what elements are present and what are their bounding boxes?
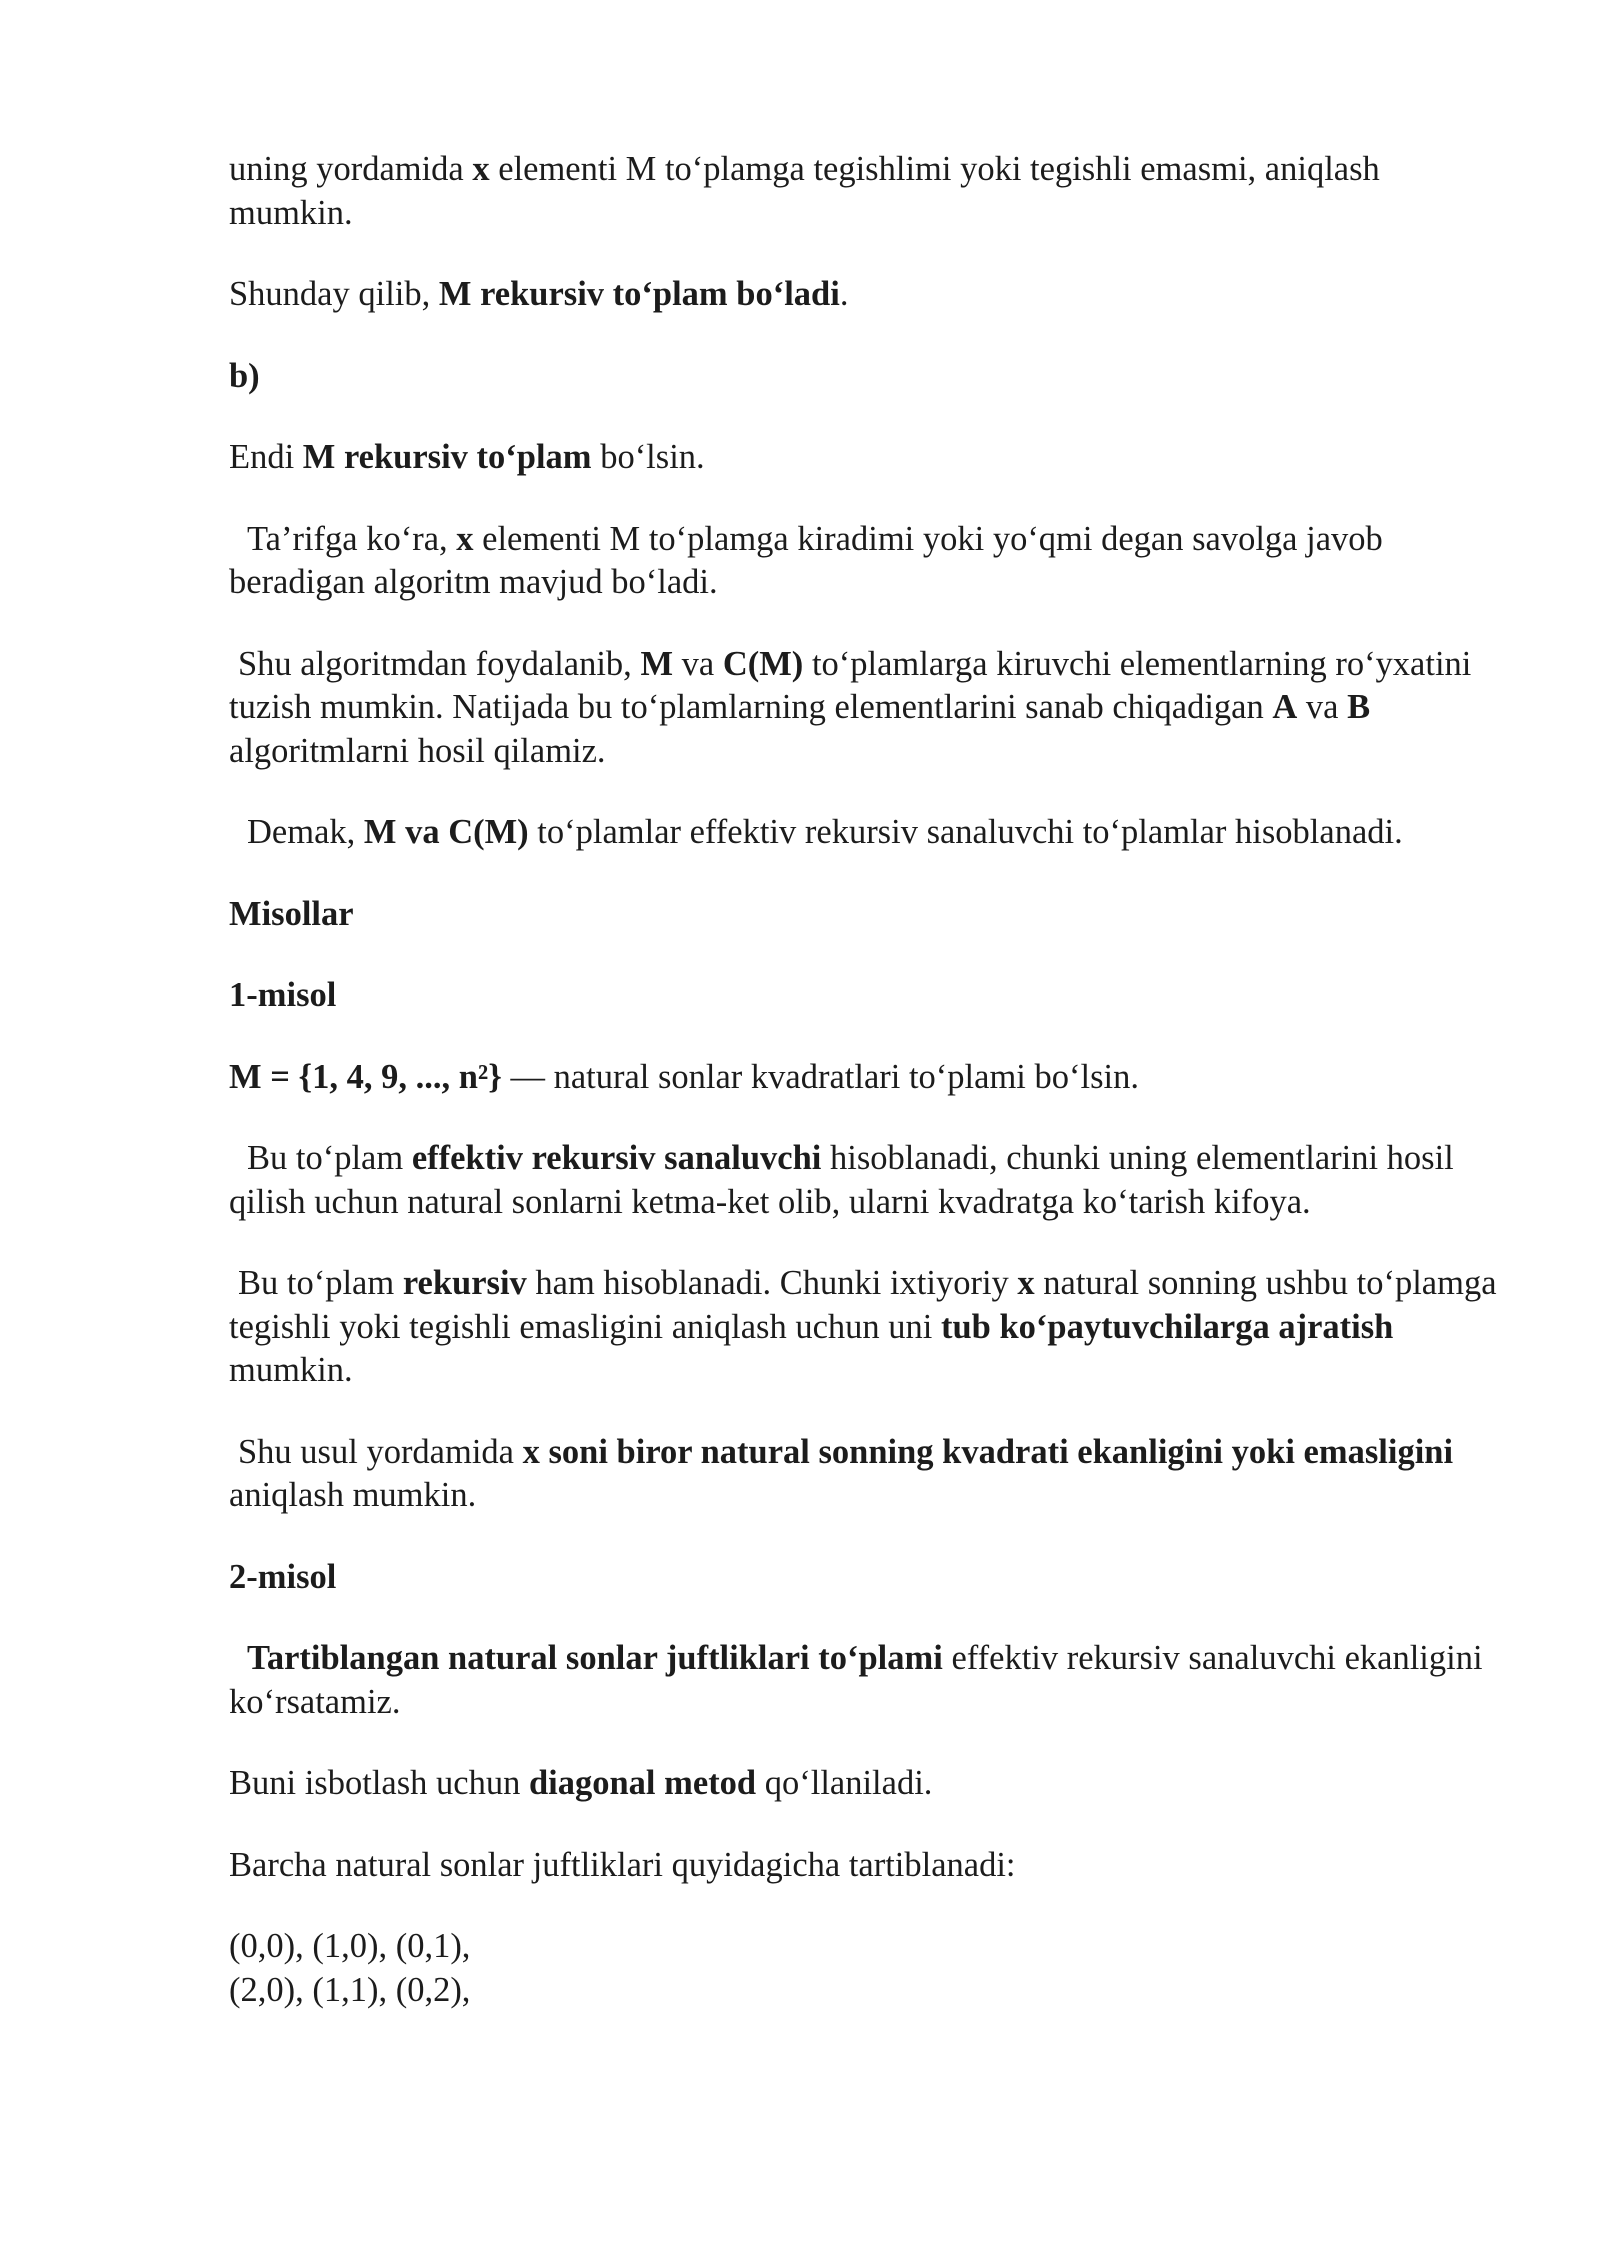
paragraph-p5 — [229, 518, 1509, 605]
paragraph-p17 — [229, 1844, 1509, 1888]
paragraph-p15 — [229, 1637, 1509, 1724]
paragraph-p1 — [229, 148, 1509, 235]
bold-text: Misollar — [229, 894, 354, 933]
bold-text: 2-misol — [229, 1557, 337, 1596]
text-run: Ta’rifga ko‘ra, — [247, 519, 457, 558]
bold-text: M va C(M) — [363, 813, 529, 851]
paragraph-p7 — [229, 811, 1509, 855]
bold-text: 1-misol — [229, 976, 337, 1014]
text-run: to‘plamlarga kiruvchi elementlarning ro‘yxatini tuzish mumkin. Natijada bu to‘plamlarning elementlarini sanab chiqadigan — [229, 644, 1472, 726]
paragraph-p4 — [229, 436, 1509, 480]
bold-text: x — [456, 519, 474, 558]
text-run: natural sonning ushbu to‘plamga tegishli yoki tegishli emasligini aniqlash uchun uni — [229, 1264, 1497, 1346]
text-run: va — [1297, 688, 1348, 726]
text-run: mumkin. — [229, 1351, 353, 1389]
text-run: Barcha natural sonlar juftliklari quyidagicha tartiblanadi: — [229, 1845, 1016, 1884]
bold-text: diagonal metod — [528, 1764, 757, 1802]
bold-text: M = {1, 4, 9, ..., n²} — [229, 1057, 502, 1096]
paragraph-p2 — [229, 273, 1509, 317]
document-page — [229, 148, 1509, 2012]
text-run: Bu to‘plam — [247, 1139, 412, 1177]
bold-text: x — [1017, 1264, 1035, 1302]
text-run: Demak, — [247, 813, 364, 851]
text-run: Shunday qilib, — [229, 275, 439, 313]
paragraph-p10 — [229, 1056, 1509, 1100]
paragraph-p18 — [229, 1925, 1509, 2012]
text-run: ham hisoblanadi. Chunki ixtiyoriy — [526, 1264, 1018, 1302]
bold-text: effektiv rekursiv sanaluvchi — [411, 1139, 822, 1177]
bold-text: M rekursiv to‘plam — [302, 438, 592, 476]
pair-line: (0,0), (1,0), (0,1), — [229, 1927, 471, 1965]
text-run: uning yordamida — [229, 150, 473, 188]
bold-text: tub ko‘paytuvchilarga ajratish — [940, 1307, 1394, 1346]
text-run: Bu to‘plam — [238, 1264, 403, 1302]
paragraph-p9 — [229, 974, 1509, 1018]
bold-text: x soni biror natural sonning kvadrati ekanligini yoki emasligini — [522, 1432, 1454, 1471]
text-run: Buni isbotlash uchun — [229, 1764, 529, 1802]
text-run: hisoblanadi, chunki uning elementlarini hosil qilish uchun natural sonlarni ketma-ket olib, ularni kvadratga ko‘tarish kifoya. — [229, 1139, 1454, 1221]
text-run: elementi M to‘plamga kiradimi yoki yo‘qmi degan savolga javob beradigan algoritm mavjud bo‘ladi. — [229, 519, 1383, 601]
paragraph-p6 — [229, 643, 1509, 774]
paragraph-p14 — [229, 1556, 1509, 1600]
paragraph-p16 — [229, 1762, 1509, 1806]
bold-text: b) — [229, 356, 260, 395]
text-run: algoritmlarni hosil qilamiz. — [229, 731, 606, 770]
text-run: — natural sonlar kvadratlari to‘plami bo‘lsin. — [501, 1057, 1139, 1096]
text-run: Shu usul yordamida — [238, 1432, 523, 1471]
paragraph-p12 — [229, 1262, 1509, 1393]
paragraph-p13 — [229, 1431, 1509, 1518]
paragraph-p11 — [229, 1137, 1509, 1224]
text-run: Shu algoritmdan foydalanib, — [238, 644, 641, 683]
text-run: Endi — [229, 438, 303, 476]
bold-text: C(M) — [722, 644, 804, 683]
text-run: . — [839, 275, 849, 313]
bold-text: Tartiblangan natural sonlar juftliklari to‘plami — [247, 1639, 943, 1677]
bold-text: A — [1272, 688, 1298, 726]
text-run: qo‘llaniladi. — [756, 1764, 933, 1802]
text-run: va — [673, 644, 723, 683]
bold-text: B — [1347, 688, 1371, 726]
bold-text: rekursiv — [402, 1264, 527, 1302]
text-run: to‘plamlar effektiv rekursiv sanaluvchi to‘plamlar hisoblanadi. — [528, 813, 1403, 851]
text-run: bo‘lsin. — [591, 438, 705, 476]
paragraph-p3 — [229, 355, 1509, 399]
paragraph-p8 — [229, 893, 1509, 937]
text-run: elementi M to‘plamga tegishlimi yoki tegishli emasmi, aniqlash mumkin. — [229, 150, 1380, 232]
text-run: effektiv rekursiv sanaluvchi ekanligini ko‘rsatamiz. — [229, 1639, 1483, 1721]
bold-text: M rekursiv to‘plam bo‘ladi — [438, 275, 840, 313]
bold-text: M — [640, 644, 674, 683]
text-run: aniqlash mumkin. — [229, 1476, 477, 1514]
pair-line: (2,0), (1,1), (0,2), — [229, 1970, 471, 2009]
bold-text: x — [472, 150, 490, 188]
